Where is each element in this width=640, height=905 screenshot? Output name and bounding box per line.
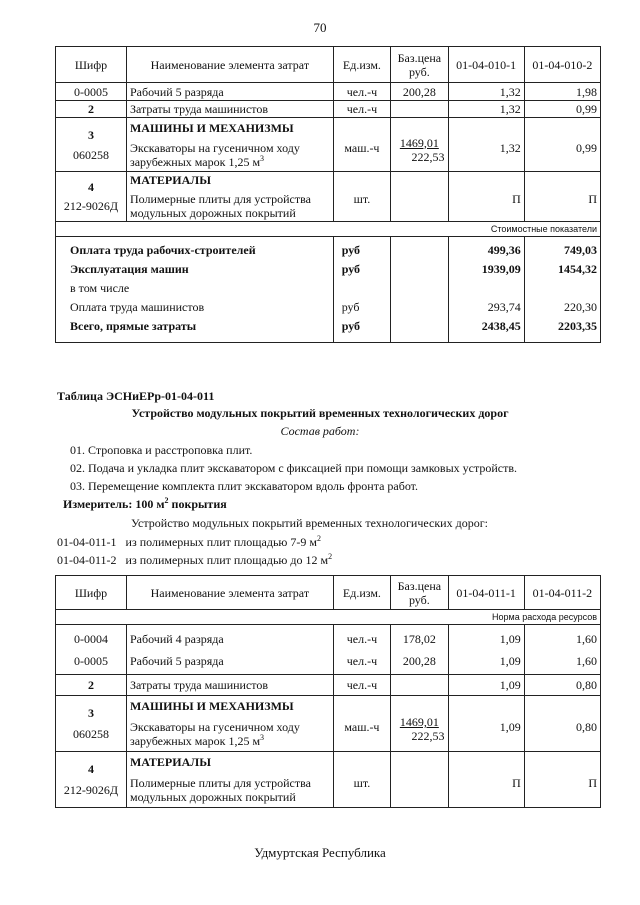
table-title: Таблица ЭСНиЕРр-01-04-011 xyxy=(57,389,215,403)
table-row: 3 060258 МАШИНЫ И МЕХАНИЗМЫ Экскаваторы на гусеничном ходу зарубежных марок 1,25 $м^3$ маш.-ч 1469,01 222,53 1,09 0,80 xyxy=(56,696,601,752)
table-row: 0-0004 0-0005 Рабочий 4 разряда Рабочий 5 разряда чел.-ч чел.-ч 178,02 200,28 1,09 1,09 1,60 1,60 xyxy=(56,625,601,675)
norm-header-row: Норма расхода ресурсов xyxy=(56,610,601,625)
table-row: 3 060258 МАШИНЫ И МЕХАНИЗМЫ Экскаваторы на гусеничном ходу зарубежных марок 1,25 $м^3$ маш.-ч 1469,01 222,53 1,32 0,99 xyxy=(56,118,601,172)
page-footer: Удмуртская Республика xyxy=(254,845,386,860)
composition-label: Состав работ: xyxy=(280,424,360,438)
header-code: Шифр xyxy=(56,576,127,610)
header-col2: 01-04-011-2 xyxy=(524,576,600,610)
resource-table-1 xyxy=(55,46,601,343)
resource-table-2 xyxy=(55,575,601,808)
header-col2: 01-04-010-2 xyxy=(524,47,600,83)
table-row: 2 Затраты труда машинистов чел.-ч 1,09 0,80 xyxy=(56,675,601,696)
header-price: Баз.цена руб. xyxy=(391,576,448,610)
header-col1: 01-04-011-1 xyxy=(448,576,524,610)
header-price: Баз.цена руб. xyxy=(391,47,448,83)
page-number: 70 xyxy=(313,20,327,35)
work-step: 02. Подача и укладка плит экскаватором с фиксацией при помощи замковых устройств. xyxy=(70,461,518,475)
summary-block: Оплата труда рабочих-строителей Эксплуатация машин в том числе Оплата труда машинистов Всего, прямые затраты руб руб руб руб 499,36 1939,09 293,74 2438,45 749,03 1454,32 220,30 2203,35 xyxy=(56,237,601,343)
work-step: 01. Строповка и расстроповка плит. xyxy=(70,443,253,457)
header-name: Наименование элемента затрат xyxy=(126,47,333,83)
variants-subtitle: Устройство модульных покрытий временных технологических дорог: xyxy=(131,516,488,530)
table-row: 4 212-9026Д МАТЕРИАЛЫ Полимерные плиты для устройства модульных дорожных покрытий шт. П П xyxy=(56,752,601,808)
header-unit: Ед.изм. xyxy=(333,576,390,610)
table-row: 2 Затраты труда машинистов чел.-ч 1,32 0,99 xyxy=(56,101,601,118)
section-heading: Устройство модульных покрытий временных технологических дорог xyxy=(131,406,509,420)
header-unit: Ед.изм. xyxy=(333,47,390,83)
variant-line: 01-04-011-2 из полимерных плит площадью до 12 $м^2$ xyxy=(57,552,333,567)
meter-line: Измеритель: 100 $м^2$ покрытия xyxy=(63,496,227,511)
table-header-row xyxy=(56,47,601,83)
work-step: 03. Перемещение комплекта плит экскаватором вдоль фронта работ. xyxy=(70,479,419,493)
table-row: 4 212-9026Д МАТЕРИАЛЫ Полимерные плиты для устройства модульных дорожных покрытий шт. П П xyxy=(56,172,601,222)
header-code: Шифр xyxy=(56,47,127,83)
header-name: Наименование элемента затрат xyxy=(126,576,333,610)
header-col1: 01-04-010-1 xyxy=(448,47,524,83)
table-row: 0-0005 Рабочий 5 разряда чел.-ч 200,28 1,32 1,98 xyxy=(56,83,601,101)
cost-header-row: Стоимостные показатели xyxy=(56,222,601,237)
table-header-row xyxy=(56,576,601,610)
variant-line: 01-04-011-1 из полимерных плит площадью 7-9 $м^2$ xyxy=(57,534,321,549)
